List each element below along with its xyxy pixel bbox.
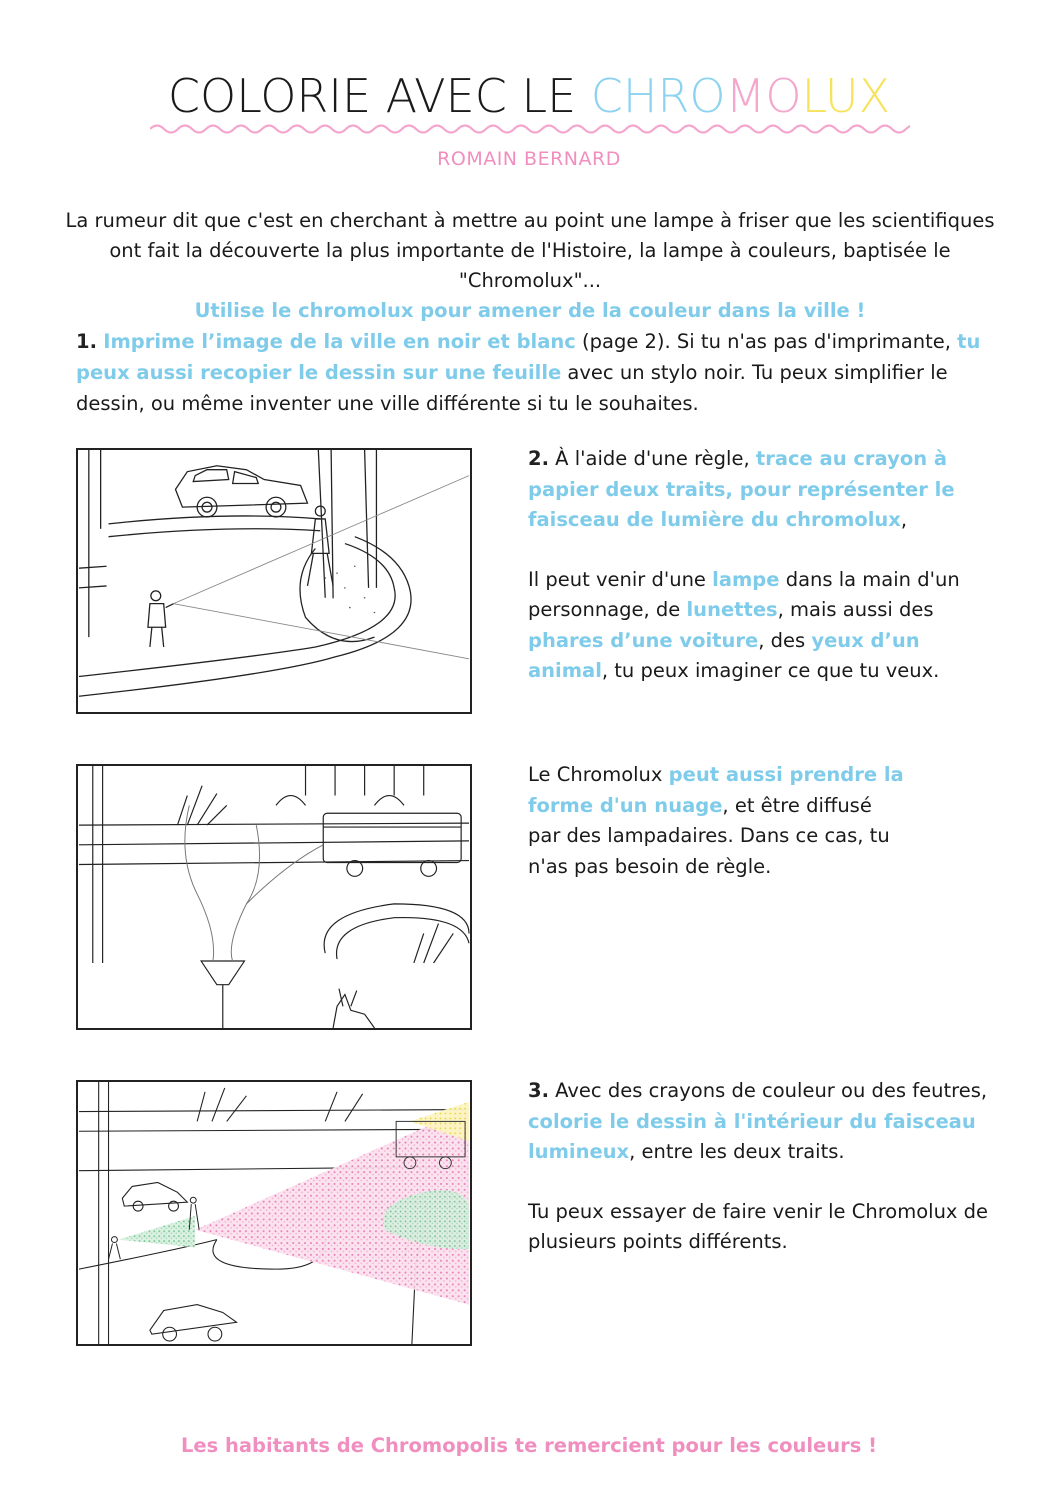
wavy-divider [150, 120, 910, 138]
step-2-p2-text-1: Il peut venir d'une [528, 567, 713, 591]
street-drawing-1 [78, 450, 470, 712]
step-2-text-2: , [900, 508, 908, 531]
title-text: COLORIE AVEC LE [167, 69, 591, 123]
street-drawing-2 [78, 766, 470, 1028]
page-title [0, 66, 1058, 126]
footer-thanks: Les habitants de Chromopolis te remercient pour les couleurs ! [180, 1434, 878, 1457]
cloud-text-1: Le Chromolux [528, 763, 669, 786]
title-chro: CHRO [590, 69, 726, 123]
author-name: ROMAIN BERNARD [437, 148, 621, 170]
step-2-text-1: À l'aide d'une règle, [548, 447, 756, 470]
street-drawing-3 [78, 1082, 470, 1344]
step-1 [76, 326, 996, 419]
step-3-text-2: , entre les deux traits. [629, 1140, 845, 1163]
step-2-paragraph-1 [528, 444, 998, 536]
step-2-bold-1: trace au crayon à papier deux traits, pour représenter le faisceau de lumière du chromolux [528, 447, 955, 531]
step-2-p2-bold-3: phares d’une voiture [528, 628, 759, 652]
step-2-p2-text-5: , tu peux imaginer ce que tu veux. [601, 659, 940, 682]
step-3-text-1: Avec des crayons de couleur ou des feutres, [548, 1079, 988, 1102]
step-1-bold-1: Imprime l’image de la ville en noir et blanc [103, 330, 576, 353]
step-1-bold-2: tu peux aussi recopier le dessin sur une feuille [76, 330, 981, 384]
step-3-paragraph-1 [528, 1076, 998, 1168]
title-lux: LUX [801, 69, 891, 123]
step-2-p2-bold-1: lampe [712, 567, 780, 591]
step-3-number: 3. [528, 1079, 549, 1102]
step-2 [528, 444, 998, 716]
cloud-explanation [528, 760, 908, 911]
step-3-paragraph-2: Tu peux essayer de faire venir le Chromolux de plusieurs points différents. [528, 1199, 989, 1253]
cloud-bold-1: peut aussi prendre la forme d'un nuage [528, 763, 904, 817]
step-2-p2-bold-4: yeux d’un animal [528, 628, 920, 682]
step-1-text-2: avec un stylo noir. Tu peux simplifier le dessin, ou même inventer une ville différente si tu le souhaites. [76, 361, 948, 415]
step-2-p2-bold-2: lunettes [686, 598, 778, 621]
illustration-beam-lines [76, 448, 472, 714]
step-2-p2-text-3: , mais aussi des [777, 598, 934, 621]
intro-block [60, 206, 1000, 326]
step-3-bold-1: colorie le dessin à l'intérieur du faisceau lumineux [528, 1109, 976, 1163]
step-2-p2-text-4: , des [758, 628, 812, 652]
step-1-number: 1. [76, 330, 97, 353]
cloud-text-2: , et être diffusé par des lampadaires. Dans ce cas, tu n'as pas besoin de règle. [528, 793, 890, 878]
cloud-paragraph [528, 760, 908, 882]
intro-call-to-action: Utilise le chromolux pour amener de la couleur dans la ville ! [194, 299, 866, 322]
illustration-cloud-lamp [76, 764, 472, 1030]
step-2-number: 2. [528, 447, 549, 470]
illustration-colored-beam [76, 1080, 472, 1346]
step-3 [528, 1076, 998, 1287]
step-2-paragraph-2 [528, 565, 998, 687]
intro-text: La rumeur dit que c'est en cherchant à mettre au point une lampe à friser que les scientifiques ont fait la découverte la plus importante de l'Histoire, la lampe à couleurs, baptisée le "Chromolux"... [65, 209, 995, 292]
step-1-text-1: (page 2). Si tu n'as pas d'imprimante, [575, 330, 958, 353]
step-2-p2-text-2: dans la main d'un personnage, de [528, 567, 960, 621]
title-mo: MO [725, 69, 802, 123]
